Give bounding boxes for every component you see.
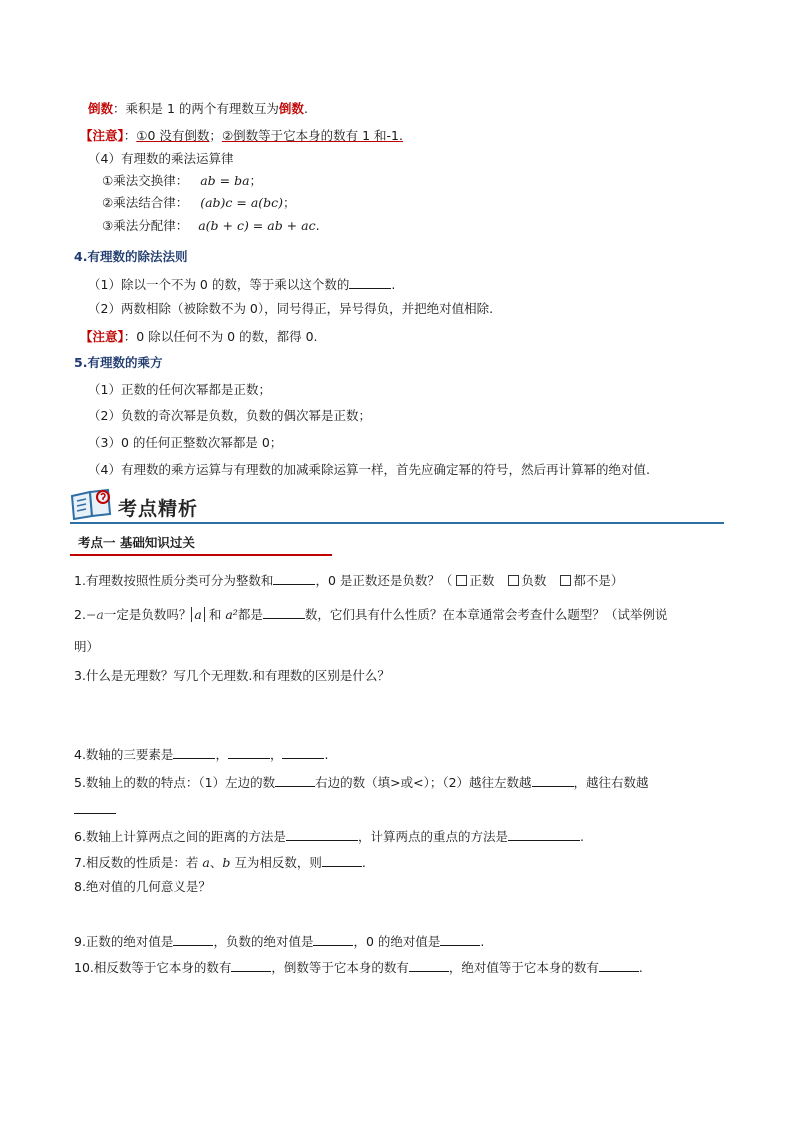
q10-end: . bbox=[638, 960, 643, 975]
q2-text-4: 数，它们具有什么性质？在本章通常会考查什么题型？（试举例说 bbox=[304, 607, 668, 622]
division-note-text: ：0 除以任何不为 0 的数，都得 0. bbox=[123, 329, 318, 344]
distributive-law bbox=[102, 217, 320, 235]
power-item: （3）0 的任何正整数次幂都是 0； bbox=[88, 435, 283, 450]
subsection-title: 考点一 基础知识过关 bbox=[78, 535, 195, 550]
associative-law bbox=[102, 194, 296, 212]
power-item: （4）有理数的乘方运算与有理数的加减乘除运算一样，首先应确定幂的符号，然后再计算幂的绝对值. bbox=[88, 462, 650, 477]
distributive-label: ③乘法分配律： bbox=[102, 218, 189, 233]
mult-laws-title: （4）有理数的乘法运算律 bbox=[88, 151, 234, 166]
division-rule-1-text: （1）除以一个不为 0 的数，等于乘以这个数的 bbox=[88, 277, 350, 292]
q1-mid: ，0 是正数还是负数？（ bbox=[315, 573, 453, 588]
note-reciprocal bbox=[80, 127, 403, 145]
blank-field[interactable] bbox=[275, 773, 315, 787]
division-rule-2: （2）两数相除（被除数不为 0），同号得正，异号得负，并把绝对值相除. bbox=[88, 301, 494, 316]
q7-end: . bbox=[361, 855, 366, 870]
question-2-cont: 明） bbox=[74, 639, 100, 654]
q2-text-3: 都是 bbox=[237, 607, 263, 622]
question-5-cont bbox=[74, 800, 116, 819]
q5-text: 5.数轴上的数的特点：（1）左边的数 bbox=[74, 775, 276, 790]
q2-neg-a: −a bbox=[85, 607, 104, 622]
associative-formula: (ab)c = a(bc) bbox=[200, 195, 284, 210]
blank-field[interactable] bbox=[322, 853, 362, 867]
q2-text-2: 和 bbox=[208, 607, 222, 622]
question-9 bbox=[74, 932, 484, 951]
q9-end: . bbox=[480, 934, 485, 949]
q2-a-squared: a² bbox=[225, 607, 238, 622]
note-item-1: ①0 没有倒数 bbox=[136, 128, 210, 143]
division-rule-1 bbox=[88, 275, 395, 294]
note-item-2: ②倒数等于它本身的数有 1 和-1. bbox=[221, 128, 403, 143]
reciprocal-term-2: 倒数 bbox=[278, 101, 304, 116]
question-8: 8.绝对值的几何意义是？ bbox=[74, 879, 211, 894]
q1-option-positive: 正数 bbox=[469, 573, 495, 588]
q4-end: . bbox=[324, 747, 329, 762]
blank-field[interactable] bbox=[231, 958, 271, 972]
q2-abs-a: a bbox=[191, 607, 204, 622]
question-6 bbox=[74, 827, 584, 846]
blank-field[interactable] bbox=[74, 800, 116, 814]
section-rule bbox=[70, 522, 724, 524]
q2-number: 2. bbox=[74, 607, 86, 622]
book-icon bbox=[70, 486, 114, 522]
checkbox-icon[interactable] bbox=[560, 575, 571, 586]
q6-end: . bbox=[579, 829, 584, 844]
power-heading: 5.有理数的乘方 bbox=[74, 355, 163, 370]
q9-text: 9.正数的绝对值是 bbox=[74, 934, 174, 949]
q9-mid-2: ，0 的绝对值是 bbox=[353, 934, 441, 949]
power-item: （1）正数的任何次幂都是正数； bbox=[88, 382, 271, 397]
blank-field[interactable] bbox=[282, 745, 324, 759]
q7-sep: 、 bbox=[209, 855, 223, 870]
checkbox-icon[interactable] bbox=[456, 575, 467, 586]
q1-option-negative: 负数 bbox=[521, 573, 547, 588]
distributive-end: . bbox=[315, 218, 320, 233]
note-sep: ； bbox=[209, 128, 222, 143]
q7-b: b bbox=[222, 855, 231, 870]
q4-text: 4.数轴的三要素是 bbox=[74, 747, 174, 762]
reciprocal-term: 倒数 bbox=[88, 101, 114, 116]
blank-field[interactable] bbox=[409, 958, 449, 972]
division-note bbox=[80, 328, 318, 346]
blank-field[interactable] bbox=[313, 932, 353, 946]
question-10 bbox=[74, 958, 643, 977]
blank-field[interactable] bbox=[508, 827, 580, 841]
q2-text-1: 一定是负数吗？ bbox=[103, 607, 192, 622]
associative-end: ； bbox=[283, 195, 296, 210]
q4-comma: ， bbox=[215, 747, 228, 762]
commutative-end: ； bbox=[249, 173, 263, 188]
subsection-header bbox=[78, 534, 195, 552]
section-header bbox=[70, 486, 724, 526]
q10-text: 10.相反数等于它本身的数有 bbox=[74, 960, 232, 975]
q7-text-2: 互为相反数，则 bbox=[230, 855, 322, 870]
blank-field[interactable] bbox=[349, 275, 391, 289]
commutative-label: ①乘法交换律： bbox=[102, 173, 189, 188]
subsection-rule bbox=[70, 554, 332, 556]
q1-option-neither: 都不是） bbox=[573, 573, 624, 588]
note-label: 【注意】 bbox=[80, 128, 124, 143]
question-2 bbox=[74, 605, 667, 624]
commutative-law bbox=[102, 172, 262, 190]
checkbox-icon[interactable] bbox=[508, 575, 519, 586]
blank-field[interactable] bbox=[173, 932, 213, 946]
q7-a: a bbox=[202, 855, 210, 870]
question-5 bbox=[74, 773, 649, 792]
blank-field[interactable] bbox=[286, 827, 358, 841]
reciprocal-definition bbox=[88, 100, 308, 118]
q6-text: 6.数轴上计算两点之间的距离的方法是 bbox=[74, 829, 286, 844]
q7-text: 7.相反数的性质是：若 bbox=[74, 855, 203, 870]
q9-mid-1: ，负数的绝对值是 bbox=[213, 934, 314, 949]
distributive-formula: a(b + c) = ab + ac bbox=[198, 218, 316, 233]
division-heading: 4.有理数的除法法则 bbox=[74, 249, 188, 264]
power-item: （2）负数的奇次幂是负数，负数的偶次幂是正数； bbox=[88, 408, 371, 423]
division-rule-1-end: . bbox=[391, 277, 396, 292]
blank-field[interactable] bbox=[440, 932, 480, 946]
associative-label: ②乘法结合律： bbox=[102, 195, 189, 210]
q10-mid-1: ，倒数等于它本身的数有 bbox=[271, 960, 409, 975]
q6-mid: ，计算两点的重点的方法是 bbox=[357, 829, 508, 844]
blank-field[interactable] bbox=[532, 773, 574, 787]
commutative-formula: ab = ba bbox=[200, 173, 250, 188]
q4-comma: ， bbox=[269, 747, 283, 762]
blank-field[interactable] bbox=[263, 605, 305, 619]
q10-mid-2: ，绝对值等于它本身的数有 bbox=[448, 960, 599, 975]
note-label: 【注意】 bbox=[80, 329, 124, 344]
blank-field[interactable] bbox=[273, 571, 315, 585]
blank-field[interactable] bbox=[173, 745, 215, 759]
blank-field[interactable] bbox=[228, 745, 270, 759]
question-7 bbox=[74, 853, 366, 872]
q1-text: 1.有理数按照性质分类可分为整数和 bbox=[74, 573, 274, 588]
q5-mid: 右边的数（填>或<）；（2）越往左数越 bbox=[315, 775, 532, 790]
reciprocal-end: . bbox=[303, 101, 308, 116]
question-4 bbox=[74, 745, 328, 764]
blank-field[interactable] bbox=[599, 958, 639, 972]
question-1 bbox=[74, 571, 623, 590]
question-3: 3.什么是无理数？写几个无理数.和有理数的区别是什么？ bbox=[74, 668, 390, 683]
section-title: 考点精析 bbox=[118, 498, 199, 520]
q5-end: ，越往右数越 bbox=[573, 775, 649, 790]
reciprocal-text: ：乘积是 1 的两个有理数互为 bbox=[113, 101, 279, 116]
note-colon: ： bbox=[123, 128, 137, 143]
